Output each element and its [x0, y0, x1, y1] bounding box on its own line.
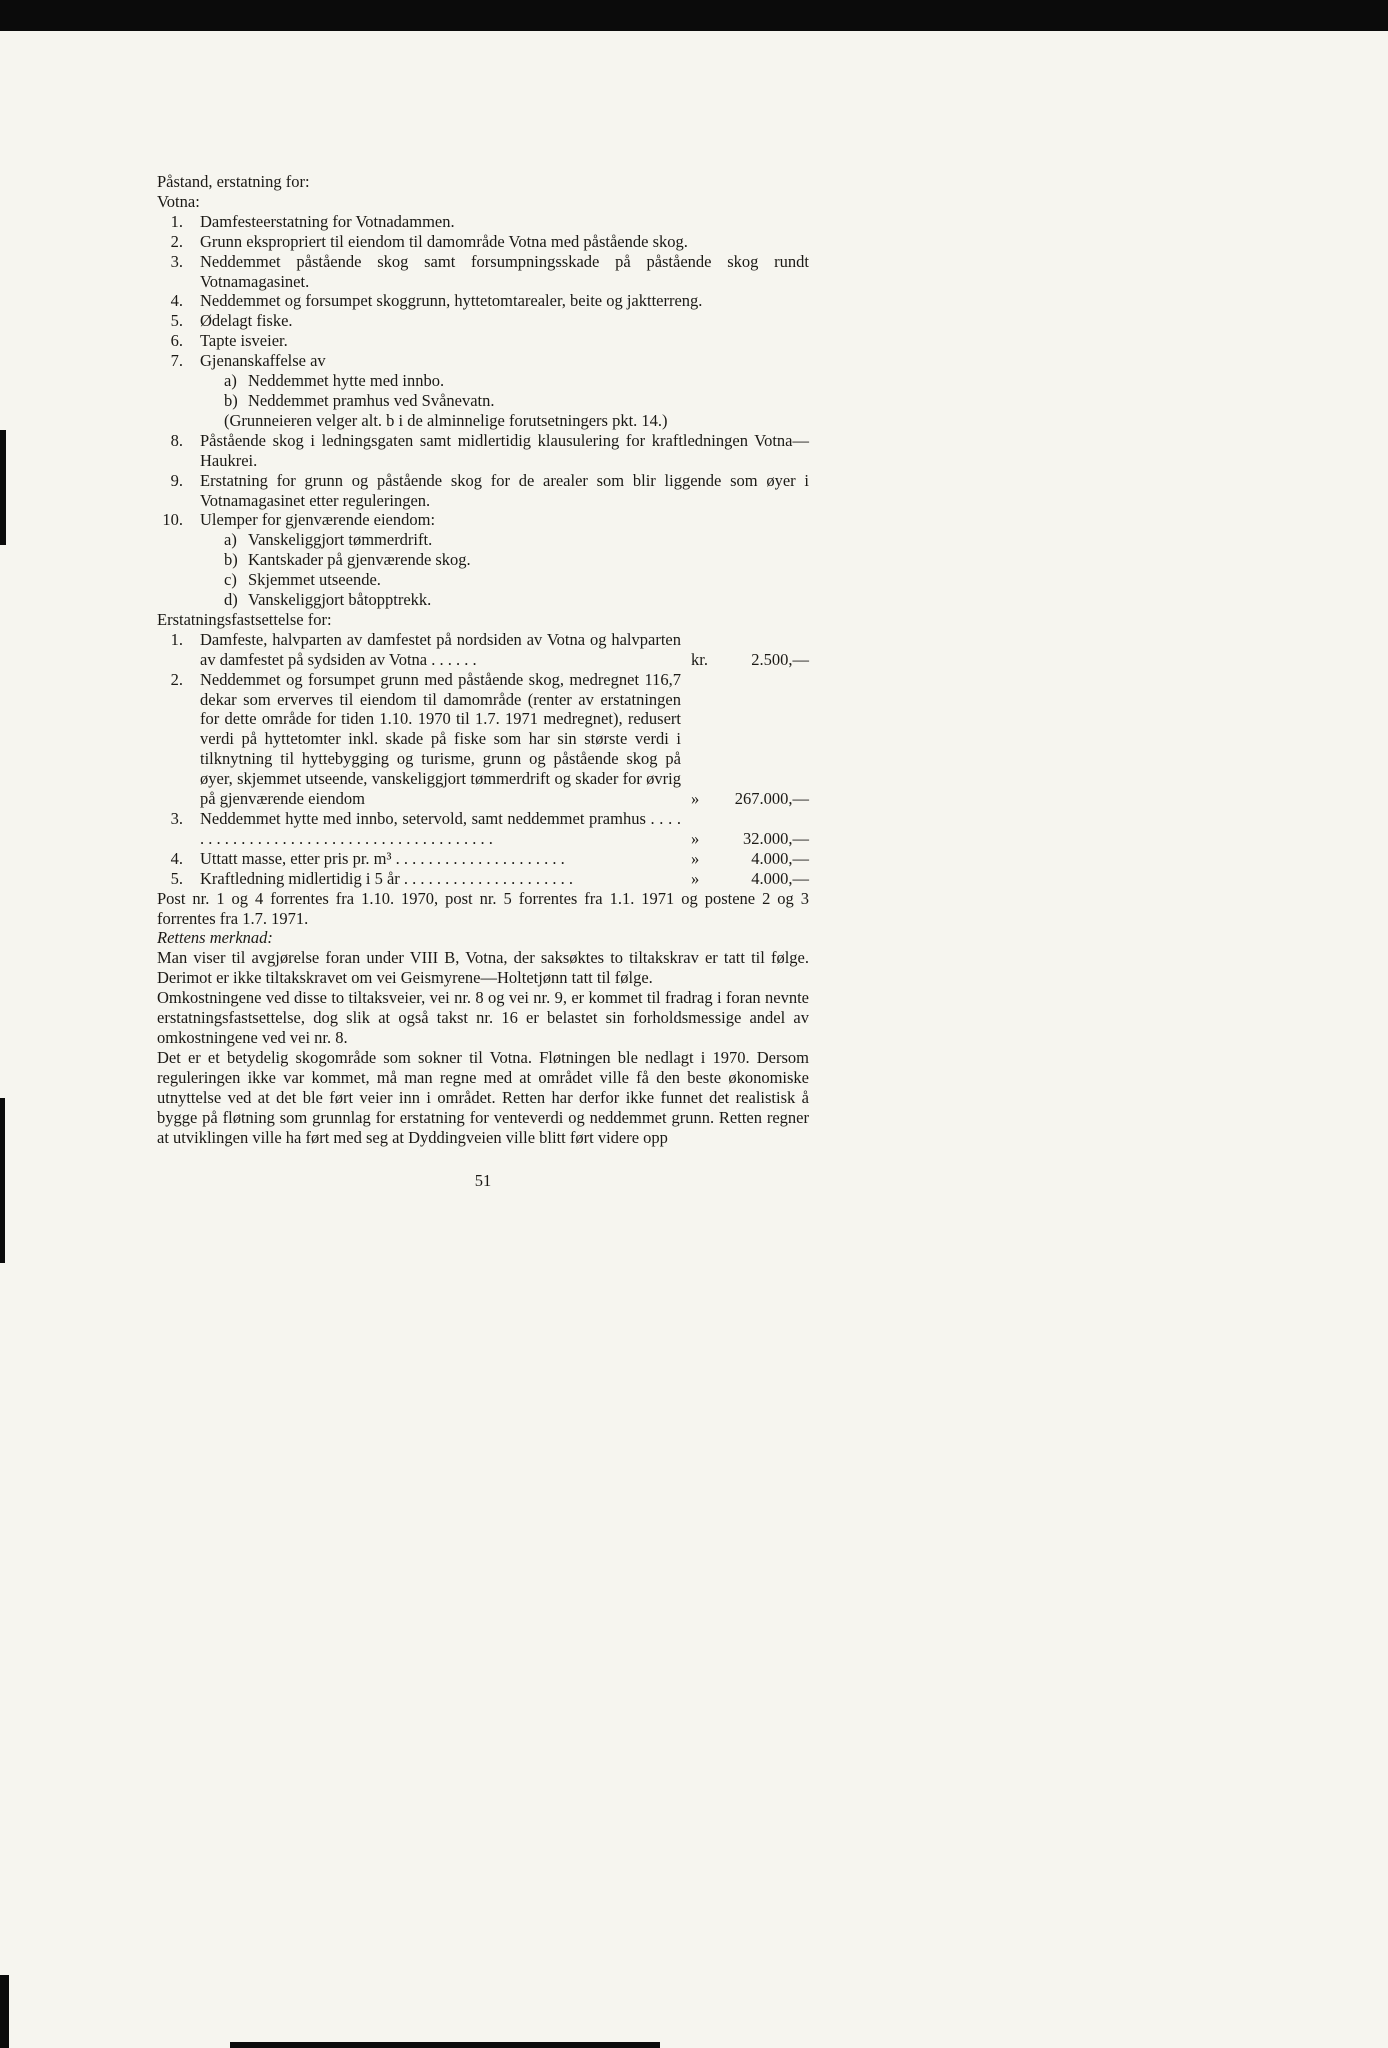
claims-heading: Påstand, erstatning for: [157, 172, 310, 191]
assessment-item-number: 1. [170, 629, 183, 649]
claim-item-body [200, 351, 809, 431]
claim-item-number: 10. [162, 510, 183, 530]
assessment-item-amount: 4.000,— [751, 848, 809, 868]
assessment-item [157, 630, 809, 670]
court-remarks-paragraph: Omkostningene ved disse to tiltaksveier, vei nr. 8 og vei nr. 9, er kommet til fradrag i foran nevnte erstatningsfastsettelse, dog slik at også takst nr. 16 er belastet sin forholdsmessige andel av omkostningene ved vei nr. 8. [157, 988, 809, 1047]
claim-item [157, 252, 809, 292]
claim-item-body [200, 510, 809, 610]
claim-item [157, 232, 809, 252]
assessment-item-amount: 2.500,— [751, 649, 809, 669]
assessment-item-text: Kraftledning midlertidig i 5 år . . . . . . . . . . . . . . . . . . . . . [200, 868, 574, 888]
claim-subitem-text: Kantskader på gjenværende skog. [248, 550, 471, 570]
claim-subitem-label: c) [224, 570, 237, 590]
claim-item [157, 212, 809, 232]
claim-item-text: Ødelagt fiske. [200, 311, 293, 331]
claim-item-text: Neddemmet påstående skog samt forsumpningsskade på påstående skog rundt Votnamagasinet. [200, 251, 809, 291]
claim-item-note: (Grunneieren velger alt. b i de alminnelige forutsetningers pkt. 14.) [224, 410, 668, 430]
claim-item-number: 8. [170, 430, 183, 450]
court-remarks-paragraph: Det er et betydelig skogområde som sokner til Votna. Fløtningen ble nedlagt i 1970. Dersom reguleringen ikke var kommet, må man regne med at området ville få den beste økonomiske utnyttelse ved at det ble ført veier inn i området. Retten har derfor ikke funnet det realistisk å bygge på fløtning som grunnlag for erstatning for venteverdi og neddemmet grunn. Retten regner at utviklingen ville ha ført med seg at Dyddingveien ville blitt ført videre opp [157, 1047, 809, 1147]
claim-item [157, 510, 809, 610]
claim-item-number: 6. [170, 331, 183, 351]
scan-artifact-left-mark [0, 430, 6, 545]
assessment-item [157, 670, 809, 809]
claim-item-text: Påstående skog i ledningsgaten samt midlertidig klausulering for kraftledningen Votna—Haukrei. [200, 430, 809, 470]
claim-subitem [200, 570, 809, 590]
claim-subitem-label: a) [224, 530, 237, 550]
assessment-item [157, 869, 809, 889]
claims-subheading: Votna: [157, 191, 200, 211]
claim-item-text: Gjenanskaffelse av [200, 351, 326, 371]
claim-subitem [200, 530, 809, 550]
assessment-item-currency: » [691, 789, 700, 809]
claim-subitem [200, 590, 809, 610]
claim-subitem-label: a) [224, 371, 237, 391]
assessment-item-currency: kr. [691, 649, 708, 669]
assessment-item-number: 5. [170, 868, 183, 888]
claim-item-text: Damfesteerstatning for Votnadammen. [200, 211, 455, 231]
page-number: 51 [474, 1171, 492, 1191]
claim-item [157, 431, 809, 471]
claim-subitem-label: b) [224, 550, 238, 570]
scan-artifact-top-edge [0, 0, 1388, 31]
claim-subitem-text: Vanskeliggjort tømmerdrift. [248, 530, 433, 550]
claim-item-number: 9. [170, 470, 183, 490]
claim-subitem-text: Skjemmet utseende. [248, 570, 381, 590]
court-remarks-heading: Rettens merknad: [157, 928, 273, 948]
assessment-item [157, 809, 809, 849]
scan-artifact-left-mark [0, 1975, 9, 2048]
assessment-item-text: Neddemmet og forsumpet grunn med påstående skog, medregnet 116,7 dekar som erverves til eiendom til damområde (renter av erstatningen for dette område for tiden 1.10. 1970 til 1.7. 1971 medregnet), redusert verdi på hyttetomter inkl. skade på fiske som har sin største verdi i tilknytning til hyttebygging og turisme, grunn og påstående skog på øyer, skjemmet utseende, vanskeliggjort tømmerdrift og skader for øvrig på gjenværende eiendom [200, 669, 681, 809]
claim-subitem-text: Neddemmet hytte med innbo. [248, 371, 445, 391]
assessment-item-number: 2. [170, 669, 183, 689]
claim-item [157, 471, 809, 511]
claim-subitem [200, 550, 809, 570]
claim-subitem-text: Neddemmet pramhus ved Svånevatn. [248, 390, 495, 410]
assessment-item-number: 4. [170, 848, 183, 868]
claim-subitem [200, 391, 809, 411]
assessment-item-amount: 32.000,— [743, 828, 809, 848]
court-remarks-paragraph: Man viser til avgjørelse foran under VIII B, Votna, der saksøktes to tiltakskrav er tatt til følge. Derimot er ikke tiltakskravet om vei Geismyrene—Holtetjønn tatt til følge. [157, 948, 809, 988]
page-content [157, 172, 809, 1191]
claim-item-text: Grunn ekspropriert til eiendom til damområde Votna med påstående skog. [200, 231, 688, 251]
assessment-item-number: 3. [170, 809, 183, 828]
claim-item-text: Neddemmet og forsumpet skoggrunn, hyttetomtarealer, beite og jaktterreng. [200, 291, 703, 311]
claim-item-number: 1. [170, 211, 183, 231]
claim-item [157, 331, 809, 351]
assessment-item-text: Neddemmet hytte med innbo, setervold, samt neddemmet pramhus . . . . . . . . . . . . . . . . . . . . . . . . . . . . . . . . . . . . . . . . [200, 809, 681, 848]
assessment-heading: Erstatningsfastsettelse for: [157, 609, 332, 629]
assessment-item-text: Damfeste, halvparten av damfestet på nordsiden av Votna og halvparten av damfestet på sydsiden av Votna . . . . . . [200, 629, 681, 669]
assessment-item-currency: » [691, 848, 700, 868]
claim-item-text: Tapte isveier. [200, 331, 288, 351]
claim-item [157, 311, 809, 331]
scan-artifact-bottom-edge [230, 2042, 660, 2048]
assessment-item-currency: » [691, 828, 700, 848]
claim-item-number: 5. [170, 311, 183, 331]
claim-item-number: 2. [170, 231, 183, 251]
assessment-item-amount: 4.000,— [751, 868, 809, 888]
assessment-item-amount: 267.000,— [734, 789, 809, 809]
claim-subitem-label: d) [224, 590, 238, 610]
claim-subitem-text: Vanskeliggjort båtopptrekk. [248, 590, 432, 610]
assessment-item-text: Uttatt masse, etter pris pr. m³ . . . . . . . . . . . . . . . . . . . . . [200, 848, 565, 868]
claim-item-number: 7. [170, 351, 183, 371]
claim-item-number: 3. [170, 251, 183, 271]
claim-subitem-label: b) [224, 390, 238, 410]
claim-item-number: 4. [170, 291, 183, 311]
assessment-item-currency: » [691, 868, 700, 888]
claim-subitem [200, 371, 809, 391]
assessment-item [157, 849, 809, 869]
claim-item [157, 291, 809, 311]
claim-item [157, 351, 809, 431]
claim-item-text: Ulemper for gjenværende eiendom: [200, 510, 436, 530]
claim-item-text: Erstatning for grunn og påstående skog for de arealer som blir liggende som øyer i Votnamagasinet etter reguleringen. [200, 470, 809, 510]
scan-artifact-left-mark [0, 1098, 5, 1263]
interest-note: Post nr. 1 og 4 forrentes fra 1.10. 1970, post nr. 5 forrentes fra 1.1. 1971 og postene 2 og 3 forrentes fra 1.7. 1971. [157, 888, 809, 928]
